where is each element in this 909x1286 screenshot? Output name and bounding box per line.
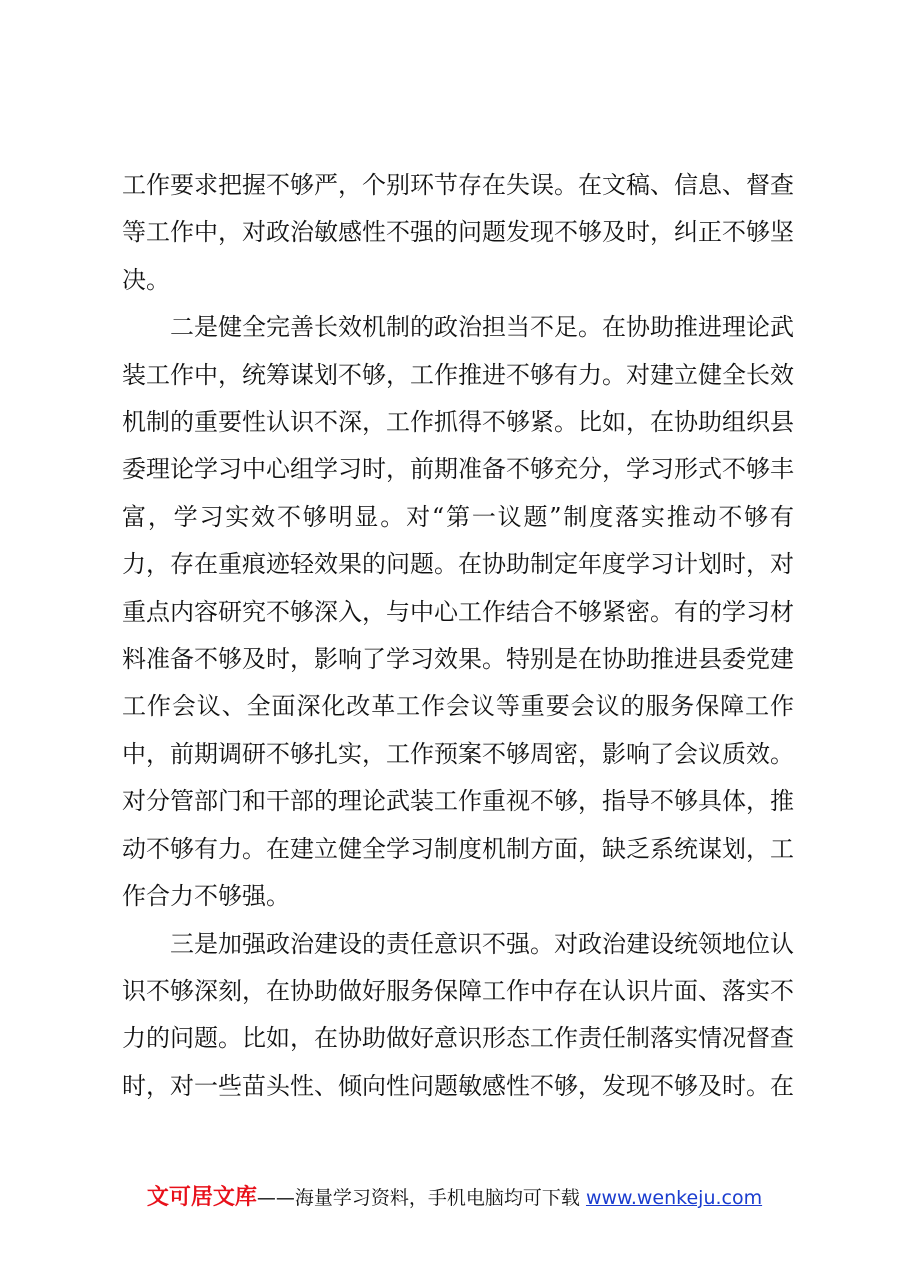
document-body	[122, 162, 794, 1110]
footer-banner	[0, 1180, 909, 1211]
footer-website-link[interactable]: www.wenkeju.com	[585, 1187, 763, 1209]
footer-tagline: ——海量学习资料，手机电脑均可下载	[256, 1187, 580, 1209]
paragraph-continuation: 工作要求把握不够严，个别环节存在失误。在文稿、信息、督查等工作中，对政治敏感性不强的问题发现不够及时，纠正不够坚决。	[122, 171, 794, 294]
paragraph-point-three: 三是加强政治建设的责任意识不强。对政治建设统领地位认识不够深刻，在协助做好服务保障工作中存在认识片面、落实不力的问题。比如，在协助做好意识形态工作责任制落实情况督查时，对一些苗头性、倾向性问题敏感性不够，发现不够及时。在	[122, 929, 794, 1100]
footer-brand: 文可居文库	[146, 1185, 257, 1210]
paragraph-point-two: 二是健全完善长效机制的政治担当不足。在协助推进理论武装工作中，统筹谋划不够，工作推进不够有力。对建立健全长效机制的重要性认识不深，工作抓得不够紧。比如，在协助组织县委理论学习中心组学习时，前期准备不够充分，学习形式不够丰富，学习实效不够明显。对“第一议题”制度落实推动不够有力，存在重痕迹轻效果的问题。在协助制定年度学习计划时，对重点内容研究不够深入，与中心工作结合不够紧密。有的学习材料准备不够及时，影响了学习效果。特别是在协助推进县委党建工作会议、全面深化改革工作会议等重要会议的服务保障工作中，前期调研不够扎实，工作预案不够周密，影响了会议质效。对分管部门和干部的理论武装工作重视不够，指导不够具体，推动不够有力。在建立健全学习制度机制方面，缺乏系统谋划，工作合力不够强。	[122, 313, 794, 911]
